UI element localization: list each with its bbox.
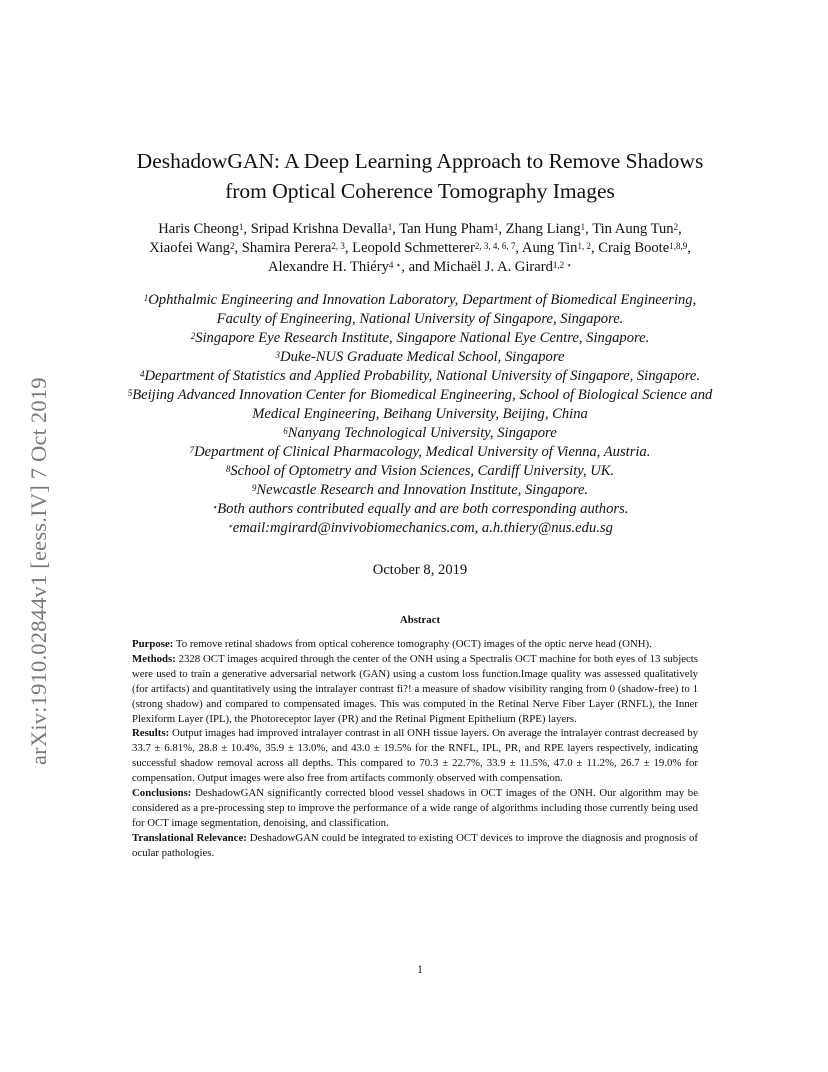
affiliation-mark: 8 <box>225 464 231 474</box>
affiliation-text: Department of Clinical Pharmacology, Medical University of Vienna, Austria. <box>194 444 651 460</box>
author-separator: , <box>498 221 506 237</box>
section-text: DeshadowGAN could be integrated to existing OCT devices to improve the diagnosis and prognosis of ocular pathologies. <box>132 831 698 859</box>
author-name: Shamira Perera <box>241 240 332 256</box>
affiliation-text: Newcastle Research and Innovation Institute, Singapore. <box>256 482 589 498</box>
affiliation-line <box>90 386 750 405</box>
affiliation-mark: 2 <box>190 331 196 341</box>
abstract-section-translational-relevance <box>132 831 698 861</box>
affiliation-text: Both authors contributed equally and are both corresponding authors. <box>217 501 629 517</box>
affiliation-line <box>90 462 750 481</box>
affiliation-text: Faculty of Engineering, National University of Singapore, Singapore. <box>216 311 624 327</box>
author-affiliation-mark: 1,8,9 <box>669 241 688 251</box>
author-name: Zhang Liang <box>505 221 581 237</box>
author-line-1 <box>90 220 750 239</box>
publication-date: October 8, 2019 <box>372 562 468 578</box>
author-name: Alexandre H. Thiéry <box>267 259 389 275</box>
author-separator: , <box>515 240 522 256</box>
affiliation-mark: 3 <box>275 350 281 360</box>
affiliation-line <box>90 367 750 386</box>
affiliation-line <box>90 348 750 367</box>
author-affiliation-mark: 4 ⋆ <box>388 260 402 270</box>
affiliation-list <box>90 291 750 538</box>
abstract-section-methods <box>132 652 698 727</box>
author-name: Sripad Krishna Devalla <box>250 221 388 237</box>
abstract-section-purpose <box>132 637 698 652</box>
abstract-heading: Abstract <box>399 614 441 626</box>
affiliation-line <box>90 291 750 310</box>
author-name: Haris Cheong <box>158 221 239 237</box>
author-name: Leopold Schmetterer <box>352 240 475 256</box>
author-name: Michaël J. A. Girard <box>433 259 553 275</box>
author-separator: , and <box>401 259 434 275</box>
page-number: 1 <box>417 964 423 976</box>
author-affiliation-mark: 2 <box>229 241 235 251</box>
affiliation-line <box>90 329 750 348</box>
author-separator: , <box>590 240 599 256</box>
author-affiliation-mark: 1,2 ⋆ <box>552 260 573 270</box>
author-name: Tin Aung Tun <box>592 221 674 237</box>
arxiv-identifier: arXiv:1910.02844v1 [eess.IV] 7 Oct 2019 <box>26 377 51 765</box>
section-label: Methods: <box>132 652 176 665</box>
abstract-section-results <box>132 726 698 786</box>
author-separator: , <box>234 240 242 256</box>
affiliation-text: Duke-NUS Graduate Medical School, Singapore <box>280 349 565 365</box>
affiliation-text: Singapore Eye Research Institute, Singapore National Eye Centre, Singapore. <box>195 330 650 346</box>
affiliation-text: Medical Engineering, Beihang University, Beijing, China <box>252 406 588 422</box>
abstract-body <box>132 637 698 861</box>
affiliation-mark: ⋆ <box>227 521 233 531</box>
affiliation-line <box>90 519 750 538</box>
affiliation-mark: ⋆ <box>211 502 218 512</box>
author-affiliation-mark: 1 <box>238 222 244 232</box>
affiliation-mark: 4 <box>140 369 145 379</box>
author-affiliation-mark: 2, 3, 4, 6, 7 <box>474 241 516 251</box>
affiliation-mark: 1 <box>143 293 149 303</box>
affiliation-text: School of Optometry and Vision Sciences, Cardiff University, UK. <box>230 463 615 479</box>
affiliation-line <box>90 443 750 462</box>
abstract-section-conclusions <box>132 786 698 831</box>
author-name: Aung Tin <box>521 240 578 256</box>
author-affiliation-mark: 1 <box>580 222 586 232</box>
affiliation-text: Nanyang Technological University, Singapore <box>287 425 557 441</box>
author-affiliation-mark: 2 <box>673 222 679 232</box>
affiliation-line <box>90 424 750 443</box>
author-list <box>90 220 750 277</box>
author-affiliation-mark: 1 <box>493 222 499 232</box>
title-line-1: DeshadowGAN: A Deep Learning Approach to Remove Shadows <box>136 149 704 173</box>
author-separator: , <box>678 221 682 237</box>
author-line-3 <box>90 258 750 277</box>
section-text: Output images had improved intralayer contrast in all ONH tissue layers. On average the intralayer contrast decreased by 33.7 ± 6.81%, 28.8 ± 10.4%, 35.9 ± 13.0%, and 43.0 ± 19.5% for the RNFL, IPL, PR, and RPE layers respectively, indicating successful shadow removal across all depths. This compared to 70.3 ± 22.7%, 33.9 ± 11.5%, 47.0 ± 11.2%, 26.7 ± 19.0% for compensation. Output images were also free from artifacts commonly observed with compensation. <box>132 727 698 785</box>
author-separator: , <box>344 240 353 256</box>
affiliation-text: Beijing Advanced Innovation Center for Biomedical Engineering, School of Biological Science and <box>132 387 713 403</box>
affiliation-email: email:mgirard@invivobiomechanics.com, a.h.thiery@nus.edu.sg <box>232 520 613 536</box>
affiliation-line <box>90 405 750 424</box>
author-separator: , <box>687 240 691 256</box>
affiliation-mark: 7 <box>189 445 195 455</box>
affiliation-mark: 6 <box>283 426 288 436</box>
author-separator: , <box>392 221 400 237</box>
author-separator: , <box>243 221 251 237</box>
affiliation-mark: 5 <box>127 388 133 398</box>
section-text: 2328 OCT images acquired through the center of the ONH using a Spectralis OCT machine for both eyes of 13 subjects were used to train a generative adversarial network (GAN) using a custom loss function.Image quality was assessed qualitatively (for artifacts) and quantitatively using the intralayer contrast fi?! a measure of shadow visibility ranging from 0 (shadow-free) to 1 (strong shadow) and compared to compensated images. This was computed in the Retinal Nerve Fiber Layer (RNFL), the Inner Plexiform Layer (IPL), the Photoreceptor layer (PR) and the Retinal Pigment Epithelium (RPE) layers. <box>132 652 698 725</box>
author-affiliation-mark: 1, 2 <box>577 241 591 251</box>
section-label: Translational Relevance: <box>132 831 247 844</box>
section-text: DeshadowGAN significantly corrected blood vessel shadows in OCT images of the ONH. Our algorithm may be considered as a pre-processing step to improve the performance of a wide range of algorithms including those currently being used for OCT image segmentation, denoising, and classification. <box>132 787 698 829</box>
author-affiliation-mark: 2, 3 <box>331 241 345 251</box>
affiliation-line <box>90 310 750 329</box>
author-name: Tan Hung Pham <box>399 221 494 237</box>
title-line-2: from Optical Coherence Tomography Images <box>225 179 615 203</box>
author-name: Xiaofei Wang <box>149 240 230 256</box>
section-text: To remove retinal shadows from optical coherence tomography (OCT) images of the optic nerve head (ONH). <box>173 638 652 650</box>
author-name: Craig Boote <box>598 240 670 256</box>
author-line-2 <box>90 239 750 258</box>
section-label: Results: <box>132 727 170 740</box>
affiliation-mark: 9 <box>251 483 257 493</box>
affiliation-text: Department of Statistics and Applied Probability, National University of Singapore, Singapore. <box>144 368 700 384</box>
section-label: Conclusions: <box>132 787 192 800</box>
affiliation-text: Ophthalmic Engineering and Innovation Laboratory, Department of Biomedical Engineering, <box>148 292 697 308</box>
affiliation-line <box>90 500 750 519</box>
author-separator: , <box>585 221 593 237</box>
section-label: Purpose: <box>132 638 174 650</box>
paper-title <box>90 146 750 206</box>
affiliation-line <box>90 481 750 500</box>
author-affiliation-mark: 1 <box>387 222 393 232</box>
